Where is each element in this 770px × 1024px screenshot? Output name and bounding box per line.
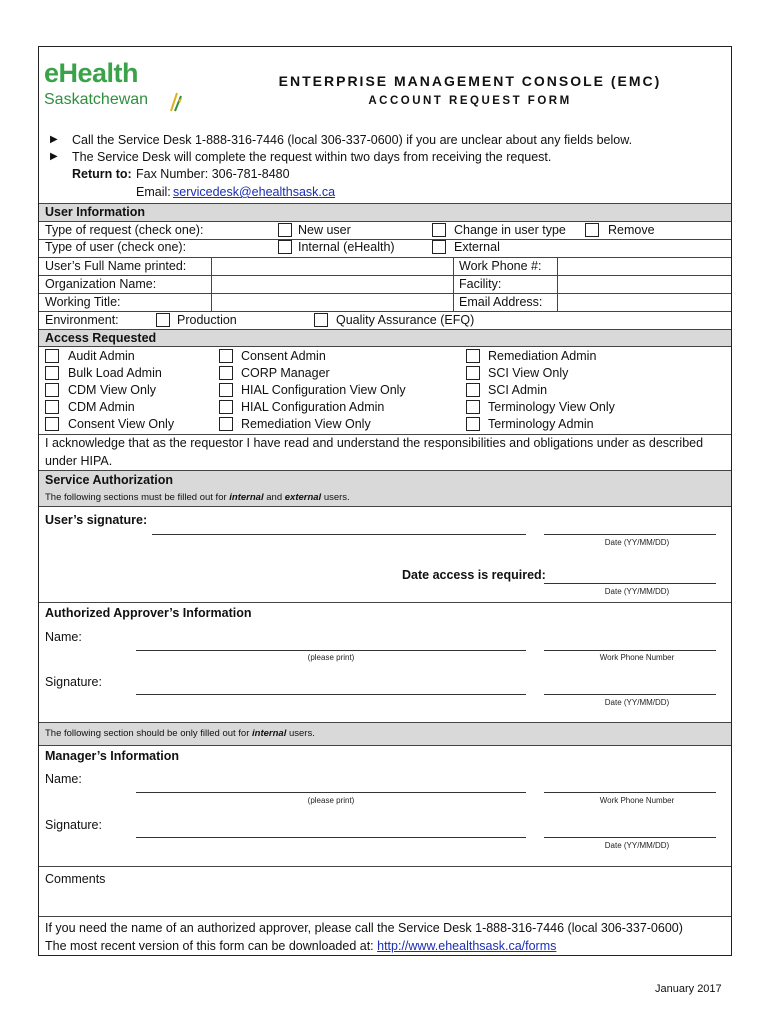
external-label: External — [454, 240, 500, 254]
approver-signature-line[interactable] — [136, 694, 526, 695]
checkbox-access-consent-view-only[interactable] — [45, 417, 59, 431]
access-option-label: Bulk Load Admin — [68, 366, 162, 380]
checkbox-production[interactable] — [156, 313, 170, 327]
checkbox-internal[interactable] — [278, 240, 292, 254]
section-divider — [39, 602, 731, 603]
checkbox-quality-assurance[interactable] — [314, 313, 328, 327]
bullet-arrow-icon: ▶ — [50, 134, 58, 145]
checkbox-access-cdm-view-only[interactable] — [45, 383, 59, 397]
full-name-input[interactable] — [212, 258, 453, 274]
remove-label: Remove — [608, 223, 655, 237]
access-option-label: Terminology View Only — [488, 400, 615, 414]
access-option-label: Consent View Only — [68, 417, 175, 431]
access-option-label: Terminology Admin — [488, 417, 594, 431]
checkbox-access-audit-admin[interactable] — [45, 349, 59, 363]
checkbox-change-user-type[interactable] — [432, 223, 446, 237]
checkbox-access-terminology-admin[interactable] — [466, 417, 480, 431]
work-phone-input[interactable] — [558, 258, 730, 274]
form-subtitle: ACCOUNT REQUEST FORM — [368, 95, 572, 107]
checkbox-access-hial-configuration-view-only[interactable] — [219, 383, 233, 397]
internal-label: Internal (eHealth) — [298, 240, 395, 254]
row-divider — [39, 311, 731, 312]
checkbox-access-corp-manager[interactable] — [219, 366, 233, 380]
approver-date-line[interactable] — [544, 694, 716, 695]
facility-input[interactable] — [558, 276, 730, 292]
revision-date: January 2017 — [655, 983, 722, 995]
access-option-label: HIAL Configuration Admin — [241, 400, 385, 414]
organization-label: Organization Name: — [45, 277, 157, 291]
work-phone-number-label: Work Phone Number — [599, 653, 675, 662]
checkbox-access-remediation-view-only[interactable] — [219, 417, 233, 431]
access-option-label: CDM Admin — [68, 400, 135, 414]
footer-line-1: If you need the name of an authorized approver, please call the Service Desk 1-888-316-7446 (local 306-337-0600) — [45, 921, 683, 935]
access-option-label: SCI View Only — [488, 366, 569, 380]
checkbox-access-sci-view-only[interactable] — [466, 366, 480, 380]
acknowledge-line-1: I acknowledge that as the requestor I have read and understand the responsibilities and obligations under as described — [45, 436, 704, 450]
logo-ehealth: eHealth — [44, 58, 139, 88]
access-option-label: Consent Admin — [241, 349, 326, 363]
checkbox-external[interactable] — [432, 240, 446, 254]
approver-phone-line[interactable] — [544, 650, 716, 651]
approver-name-label: Name: — [45, 630, 82, 644]
instruction-line-2: The Service Desk will complete the request within two days from receiving the request. — [72, 150, 552, 164]
return-label: Return to: — [72, 167, 132, 181]
organization-input[interactable] — [212, 276, 453, 292]
grid-divider — [211, 257, 212, 311]
section-divider — [39, 866, 731, 867]
grid-divider — [557, 257, 558, 311]
instruction-line-1: Call the Service Desk 1-888-316-7446 (local 306-337-0600) if you are unclear about any fields below. — [72, 133, 633, 147]
checkbox-access-hial-configuration-admin[interactable] — [219, 400, 233, 414]
acknowledge-line-2: under HIPA. — [45, 454, 113, 468]
manager-phone-line[interactable] — [544, 792, 716, 793]
manager-signature-line[interactable] — [136, 837, 526, 838]
production-label: Production — [177, 313, 237, 327]
checkbox-remove[interactable] — [585, 223, 599, 237]
checkbox-access-remediation-admin[interactable] — [466, 349, 480, 363]
access-option-label: CDM View Only — [68, 383, 156, 397]
work-phone-label: Work Phone #: — [459, 259, 542, 273]
request-type-label: Type of request (check one): — [45, 223, 204, 237]
date-format-label: Date (YY/MM/DD) — [604, 587, 670, 596]
checkbox-access-bulk-load-admin[interactable] — [45, 366, 59, 380]
working-title-label: Working Title: — [45, 295, 121, 309]
user-signature-line[interactable] — [152, 534, 526, 535]
logo-saskatchewan: Saskatchewan — [44, 91, 149, 108]
access-option-label: Remediation Admin — [488, 349, 597, 363]
access-option-label: CORP Manager — [241, 366, 330, 380]
email-address-label: Email Address: — [459, 295, 543, 309]
fax-number: Fax Number: 306-781-8480 — [136, 167, 290, 181]
manager-header: Manager’s Information — [45, 749, 180, 763]
manager-date-line[interactable] — [544, 837, 716, 838]
footer-line-2: The most recent version of this form can be downloaded at: http://www.ehealthsask.ca/forms — [45, 939, 557, 953]
grid-divider — [453, 257, 454, 311]
internal-note-bar: The following section should be only filled out for internal users. — [39, 722, 731, 746]
user-type-label: Type of user (check one): — [45, 240, 187, 254]
access-requested-header: Access Requested — [39, 329, 731, 347]
quality-assurance-label: Quality Assurance (EFQ) — [336, 313, 475, 327]
date-format-label: Date (YY/MM/DD) — [604, 841, 670, 850]
approver-name-line[interactable] — [136, 650, 526, 651]
checkbox-access-terminology-view-only[interactable] — [466, 400, 480, 414]
full-name-label: User’s Full Name printed: — [45, 259, 187, 273]
email-label: Email: — [136, 185, 171, 199]
access-option-label: Audit Admin — [68, 349, 135, 363]
email-address-input[interactable] — [558, 294, 730, 310]
row-divider — [39, 434, 731, 435]
manager-signature-label: Signature: — [45, 818, 102, 832]
comments-input[interactable] — [40, 888, 730, 914]
please-print-label: (please print) — [307, 653, 355, 662]
approver-header: Authorized Approver’s Information — [45, 606, 252, 620]
user-signature-label: User’s signature: — [45, 513, 148, 527]
checkbox-access-sci-admin[interactable] — [466, 383, 480, 397]
checkbox-access-consent-admin[interactable] — [219, 349, 233, 363]
access-option-label: Remediation View Only — [241, 417, 371, 431]
work-phone-number-label: Work Phone Number — [599, 796, 675, 805]
service-authorization-header: Service Authorization The following sections must be filled out for internal and external users. — [39, 470, 731, 507]
environment-label: Environment: — [45, 313, 119, 327]
section-divider — [39, 916, 731, 917]
wheat-logo-icon — [168, 90, 184, 112]
change-user-type-label: Change in user type — [454, 223, 566, 237]
manager-name-label: Name: — [45, 772, 82, 786]
date-format-label: Date (YY/MM/DD) — [604, 538, 670, 547]
checkbox-new-user[interactable] — [278, 223, 292, 237]
facility-label: Facility: — [459, 277, 502, 291]
comments-label: Comments — [45, 872, 106, 886]
working-title-input[interactable] — [212, 294, 453, 310]
access-option-label: SCI Admin — [488, 383, 548, 397]
date-access-line[interactable] — [544, 583, 716, 584]
please-print-label: (please print) — [307, 796, 355, 805]
user-info-header: User Information — [39, 203, 731, 222]
form-title: ENTERPRISE MANAGEMENT CONSOLE (EMC) — [278, 73, 662, 89]
new-user-label: New user — [298, 223, 351, 237]
approver-signature-label: Signature: — [45, 675, 102, 689]
checkbox-access-cdm-admin[interactable] — [45, 400, 59, 414]
date-format-label: Date (YY/MM/DD) — [604, 698, 670, 707]
manager-name-line[interactable] — [136, 792, 526, 793]
service-desk-email-link[interactable]: servicedesk@ehealthsask.ca — [173, 185, 336, 199]
bullet-arrow-icon: ▶ — [50, 151, 58, 162]
forms-download-link[interactable]: http://www.ehealthsask.ca/forms — [377, 939, 557, 953]
date-access-label: Date access is required: — [402, 568, 546, 582]
user-signature-date-line[interactable] — [544, 534, 716, 535]
access-option-label: HIAL Configuration View Only — [241, 383, 406, 397]
